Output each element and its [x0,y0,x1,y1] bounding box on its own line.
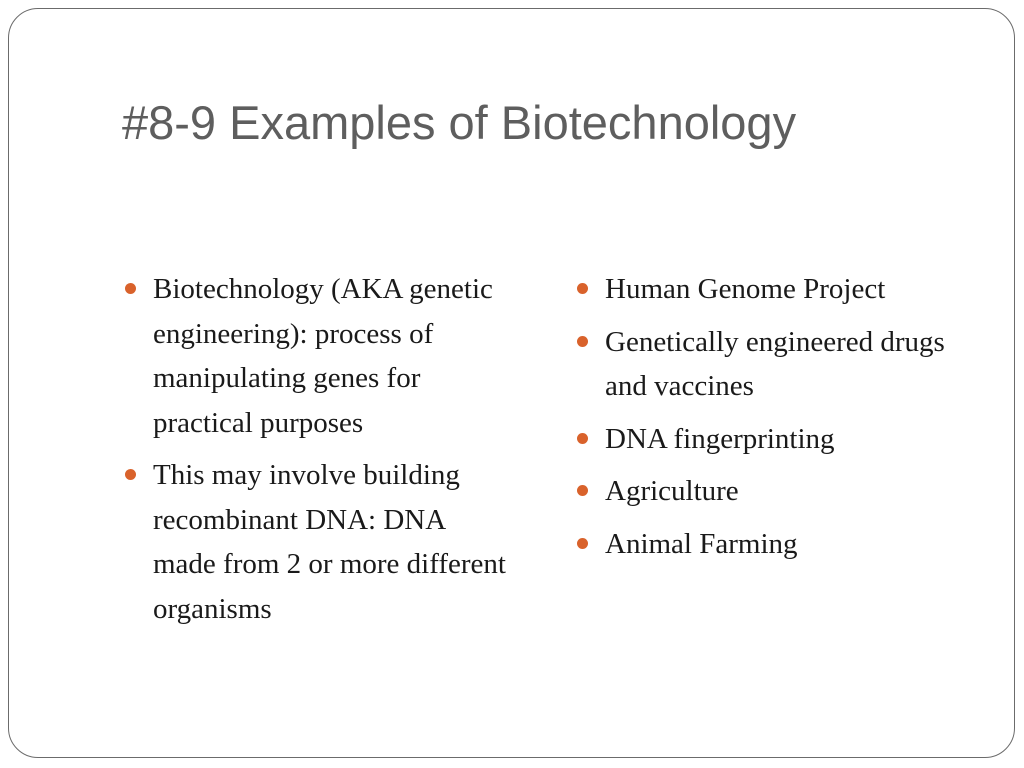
list-item [574,469,964,514]
list-item-text: Human Genome Project [605,273,886,305]
right-bullet-list [574,267,964,574]
list-item-text: DNA fingerprinting [605,422,835,455]
list-item-text: Genetically engineered drugs and vaccines [605,325,945,402]
list-item-text: Biotechnology (AKA genetic engineering): process of manipulating genes for practical purposes [153,273,493,439]
list-item [122,267,512,445]
list-item [574,522,964,567]
slide-title: #8-9 Examples of Biotechnology [122,96,797,149]
bullet-icon [577,336,588,347]
list-item [574,320,964,409]
list-item [574,267,964,312]
bullet-icon [125,469,136,480]
list-item [122,453,512,631]
bullet-icon [577,485,588,496]
bullet-icon [125,283,136,294]
list-item-text: Animal Farming [605,527,798,560]
bullet-icon [577,433,588,444]
bullet-icon [577,283,588,294]
bullet-icon [577,538,588,549]
list-item-text: Agriculture [605,475,739,507]
list-item-text: This may involve building recombinant DNA: DNA made from 2 or more different organisms [153,459,506,625]
left-bullet-list [122,267,512,639]
slide-frame [8,8,1015,758]
list-item [574,417,964,462]
